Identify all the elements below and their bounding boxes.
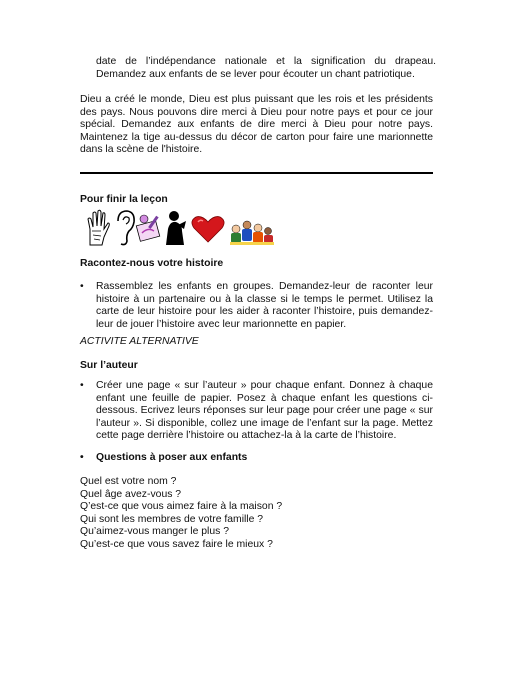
question-item: Q’est-ce que vous aimez faire à la maison ?	[80, 501, 283, 513]
section-divider	[80, 172, 433, 174]
bullet-marker: •	[80, 452, 84, 463]
top-indented-paragraph: date de l’indépendance nationale et la signification du drapeau. Demandez aux enfants de se lever pour écouter un chant patriotique.	[96, 56, 436, 80]
question-item: Quel est votre nom ?	[80, 476, 177, 487]
children-group-icon	[230, 221, 274, 245]
question-item: Qui sont les membres de votre famille ?	[80, 513, 264, 525]
lesson-icons-strip	[86, 209, 276, 247]
heading-sur-auteur: Sur l’auteur	[80, 360, 138, 371]
heading-racontez: Racontez-nous votre histoire	[80, 258, 224, 269]
bullet-marker: •	[80, 380, 84, 391]
heart-icon	[192, 217, 224, 242]
heading-questions: Questions à poser aux enfants	[96, 452, 248, 463]
question-item: Qu’aimez-vous manger le plus ?	[80, 526, 230, 538]
bullet-racontez-text: Rassemblez les enfants en groupes. Demandez-leur de raconter leur histoire à un partenaire ou à la classe si le temps le permet. Utilisez la carte de leur histoire pour les aider à raconter l’histoire, puis demandez-leur de jouer l’histoire avec leur marionnette en papier.	[96, 281, 433, 330]
heading-pour-finir: Pour finir la leçon	[80, 194, 168, 205]
hand-icon	[88, 210, 109, 245]
bullet-marker: •	[80, 281, 84, 292]
ear-icon	[118, 211, 134, 245]
heading-activite-alternative: ACTIVITE ALTERNATIVE	[80, 336, 199, 347]
questions-list	[80, 476, 433, 552]
question-item: Quel âge avez-vous ?	[80, 488, 182, 500]
dieu-paragraph: Dieu a créé le monde, Dieu est plus puissant que les rois et les présidents des pays. Nous pouvons dire merci à Dieu pour notre pays et pour ce jour spécial. Demandez aux enfants de dire merci à Dieu pour notre pays. Maintenez la tige au-dessus du décor de carton pour faire une marionnette dans la scène de l'histoire.	[80, 94, 433, 156]
question-item: Qu’est-ce que vous savez faire le mieux ?	[80, 538, 273, 550]
bullet-auteur-text: Créer une page « sur l’auteur » pour chaque enfant. Donnez à chaque enfant une feuille de papier. Posez à chaque enfant les questions ci-dessous. Ecrivez leurs réponses sur leur page pour créer une page « sur l’auteur ». Si disponible, collez une image de l’enfant sur la page. Mettez cette page derrière l’histoire ou attachez-la à la carte de l’histoire.	[96, 380, 433, 442]
praying-person-icon	[166, 211, 186, 245]
drawing-icon	[136, 215, 159, 241]
